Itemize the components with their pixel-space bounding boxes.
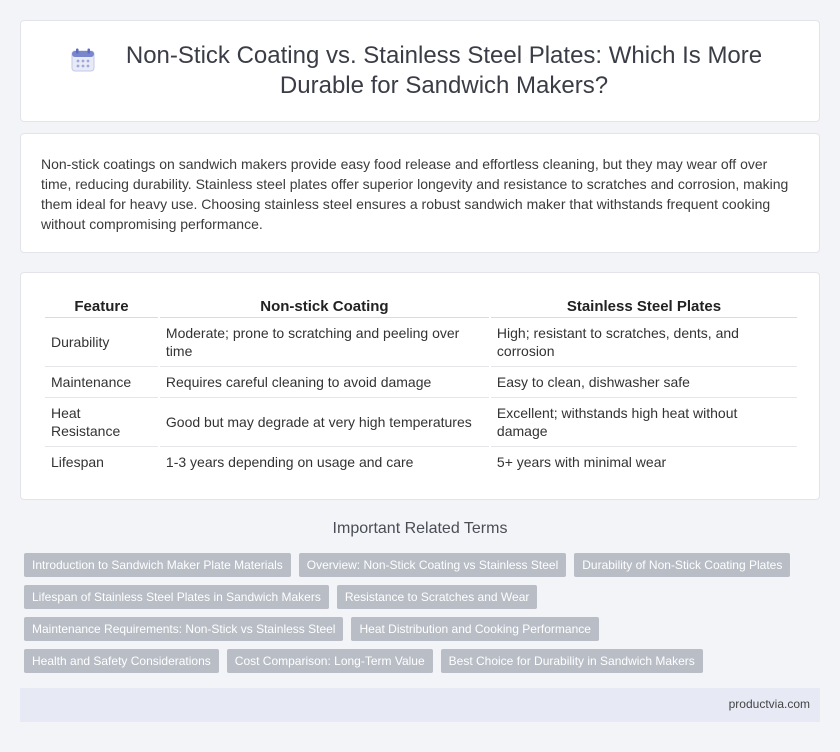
related-term-tag[interactable]: Introduction to Sandwich Maker Plate Materials <box>24 553 291 577</box>
related-term-tag[interactable]: Maintenance Requirements: Non-Stick vs Stainless Steel <box>24 617 343 641</box>
table-cell-stainless: Easy to clean, dishwasher safe <box>491 367 797 398</box>
table-cell-feature: Lifespan <box>51 454 104 470</box>
comparison-table-card <box>20 272 820 500</box>
table-header-row <box>45 293 797 318</box>
table-cell-feature: Heat Resistance <box>45 398 158 447</box>
table-cell-stainless: Excellent; withstands high heat without damage <box>491 398 797 447</box>
related-term-tag[interactable]: Health and Safety Considerations <box>24 649 219 673</box>
table-cell-stainless: 5+ years with minimal wear <box>496 454 667 470</box>
related-term-tag[interactable]: Cost Comparison: Long-Term Value <box>227 649 433 673</box>
table-cell-nonstick: 1-3 years depending on usage and care <box>165 454 414 470</box>
table-header-feature: Feature <box>45 293 158 318</box>
table-cell-nonstick: Requires careful cleaning to avoid damage <box>160 367 489 398</box>
table-cell-nonstick: Good but may degrade at very high temperatures <box>160 398 489 447</box>
table-cell-stainless: High; resistant to scratches, dents, and corrosion <box>491 318 797 367</box>
intro-card <box>20 133 820 253</box>
related-terms-list <box>24 553 804 681</box>
table-row <box>45 398 797 447</box>
table-row <box>45 447 797 477</box>
header-card <box>20 20 820 122</box>
calendar-icon <box>70 47 96 73</box>
related-term-tag[interactable]: Best Choice for Durability in Sandwich Makers <box>441 649 703 673</box>
related-term-tag[interactable]: Durability of Non-Stick Coating Plates <box>574 553 790 577</box>
table-row <box>45 367 797 398</box>
page-title: Non-Stick Coating vs. Stainless Steel Plates: Which Is More Durable for Sandwich Makers? <box>125 42 763 99</box>
footer-site-link[interactable]: productvia.com <box>728 697 810 711</box>
related-term-tag[interactable]: Heat Distribution and Cooking Performance <box>351 617 598 641</box>
comparison-table <box>43 293 799 477</box>
related-term-tag[interactable]: Resistance to Scratches and Wear <box>337 585 538 609</box>
footer <box>20 688 820 722</box>
table-cell-feature: Maintenance <box>45 367 158 398</box>
table-header-stainless: Stainless Steel Plates <box>491 293 797 318</box>
related-term-tag[interactable]: Lifespan of Stainless Steel Plates in Sandwich Makers <box>24 585 329 609</box>
intro-text: Non-stick coatings on sandwich makers provide easy food release and effortless cleaning, but they may wear off over time, reducing durability. Stainless steel plates offer superior longevity and resistance to scratches and corrosion, making them ideal for heavy use. Choosing stainless steel ensures a robust sandwich maker that withstands frequent cooking without compromising performance. <box>41 156 789 232</box>
table-row <box>45 318 797 367</box>
table-cell-feature: Durability <box>45 318 158 367</box>
header-inner <box>70 41 770 101</box>
table-cell-nonstick: Moderate; prone to scratching and peeling over time <box>160 318 489 367</box>
related-terms-title: Important Related Terms <box>332 520 508 537</box>
table-header-nonstick: Non-stick Coating <box>160 293 489 318</box>
related-term-tag[interactable]: Overview: Non-Stick Coating vs Stainless Steel <box>299 553 566 577</box>
